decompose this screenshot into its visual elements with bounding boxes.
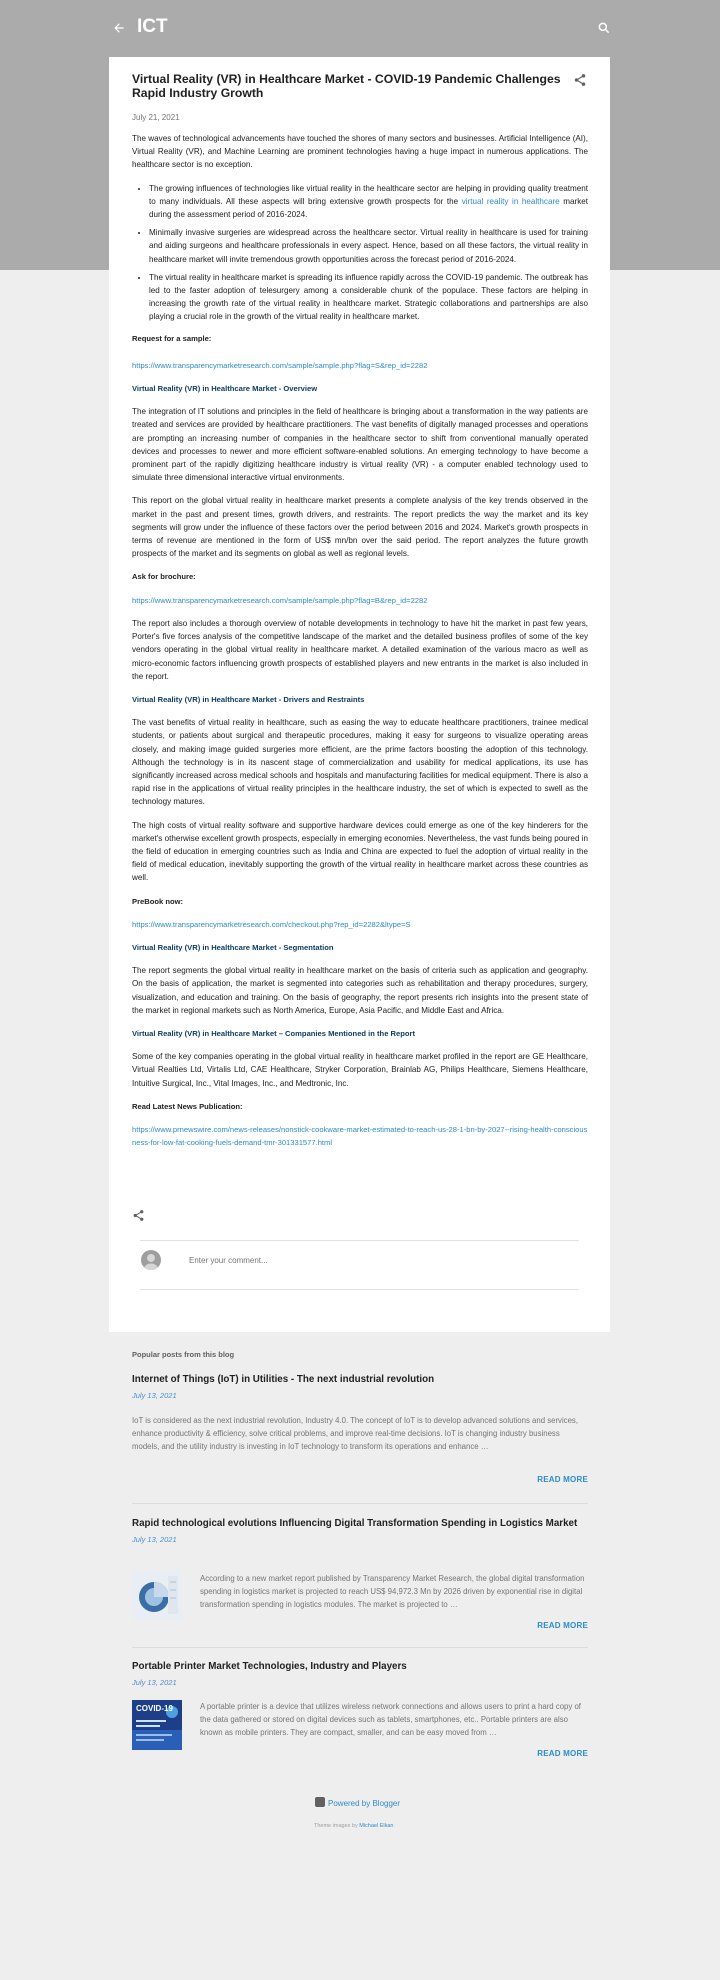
bullet-item: • The virtual reality in healthcare market is spreading its influence rapidly across the COVID-19 pandemic. The outbreak has led to the faster adoption of telesurgery among a considerable chunk of the populace. These factors are helping in increasing the growth rate of the virtual reality in healthcare market. Strategic collaborations and partnerships are also playing a crucial role in the growth of the virtual reality in healthcare market. bbox=[149, 271, 588, 324]
sample-link[interactable]: https://www.transparencymarketresearch.com/sample/sample.php?flag=S&rep_id=2282 bbox=[132, 360, 428, 370]
bullet-text: market during the assessment period of 2016-2024. bbox=[149, 196, 588, 220]
post-content bbox=[132, 72, 588, 1159]
popular-post-date[interactable]: July 13, 2021 bbox=[132, 1534, 177, 1544]
prebook-link[interactable]: https://www.transparencymarketresearch.com/checkout.php?rep_id=2282&ltype=S bbox=[132, 919, 411, 929]
popular-post-title[interactable]: Rapid technological evolutions Influencing Digital Transformation Spending in Logistics Market bbox=[132, 1518, 578, 1529]
popular-post-snippet: A portable printer is a device that utilizes wireless network connections and allows users to print a hard copy of the data gathered or stored on digital devices such as tablets, smartphones, etc.. Portable printers are also known as mobile printers. They are compact, smaller, and can be easy moved from … bbox=[200, 1702, 581, 1737]
read-more-button[interactable]: READ MORE bbox=[537, 1621, 588, 1630]
post-title: Virtual Reality (VR) in Healthcare Market - COVID-19 Pandemic Challenges Rapid Industry Growth bbox=[132, 72, 561, 100]
post-body bbox=[132, 132, 588, 1149]
divider bbox=[132, 1647, 588, 1648]
powered-by-text: Powered by Blogger bbox=[328, 1799, 401, 1808]
theme-credit-prefix: Theme images by bbox=[314, 1823, 360, 1829]
drivers-heading: Virtual Reality (VR) in Healthcare Market - Drivers and Restraints bbox=[132, 694, 365, 704]
popular-post bbox=[132, 1517, 588, 1647]
popular-post-date[interactable]: July 13, 2021 bbox=[132, 1677, 177, 1687]
sample-label: Request for a sample: bbox=[132, 333, 212, 343]
avatar bbox=[141, 1250, 161, 1270]
overview-heading: Virtual Reality (VR) in Healthcare Market - Overview bbox=[132, 384, 318, 394]
read-more-button[interactable]: READ MORE bbox=[537, 1475, 588, 1484]
comment-box[interactable] bbox=[141, 1248, 541, 1276]
bullet-text: The growing influences of technologies like virtual reality in the healthcare sector are helping in providing quality treatment to many individuals. All these aspects will bring extensive growth prospects for the bbox=[149, 183, 588, 206]
brochure-label: Ask for brochure: bbox=[132, 572, 196, 582]
developments-paragraph: The report also includes a thorough overview of notable developments in technology to have hit the market in past few years, Porter's five forces analysis of the competitive landscape of the market and the detailed business profiles of some of the key vendors operating in the global virtual reality in healthcare market. A detailed examination of the various macro as well as micro-economic factors influencing growth prospects of established players and new entrants in the market is also included in the report. bbox=[132, 618, 588, 681]
news-label: Read Latest News Publication: bbox=[132, 1101, 243, 1111]
post-thumbnail[interactable] bbox=[132, 1700, 182, 1750]
overview-paragraph: The integration of IT solutions and principles in the field of healthcare is bringing about a transformation in the way patients are treated and services are provided by healthcare practitioners. The vast benefits of digitally managed processes and operations are prompting an increasing number of companies in the healthcare sector to shift from conventional manually operated devices and processes to newer and more efficient software-enabled solutions. An emerging technology to have become a prominent part of the rapidly digitizing healthcare industry is virtual reality (VR) - a computer enabled technology used to simulate three dimensional interactive virtual environments. bbox=[132, 407, 588, 483]
post-thumbnail[interactable] bbox=[132, 1570, 182, 1620]
popular-post-date[interactable]: July 13, 2021 bbox=[132, 1390, 177, 1400]
popular-posts bbox=[132, 1350, 588, 1790]
divider bbox=[140, 1240, 579, 1241]
vr-healthcare-link[interactable]: virtual reality in healthcare bbox=[461, 196, 560, 206]
bullet-item: • Minimally invasive surgeries are widespread across the healthcare sector. Virtual reality in healthcare is used for training and aiding surgeons and healthcare professionals in every aspect. Hence, based on all these factors, the virtual reality in healthcare market will invite tremendous growth opportunities across the forecast period of 2016-2024. bbox=[149, 226, 588, 266]
popular-post bbox=[132, 1373, 588, 1503]
thumbnail-label: COVID-19 bbox=[136, 1704, 173, 1713]
bullet-list bbox=[132, 182, 588, 324]
popular-post-snippet: IoT is considered as the next industrial revolution, Industry 4.0. The concept of IoT is to develop advanced solutions and services, enhance productivity & efficiency, solve critical problems, and improve real-time decisions. IoT is changing industry business models, and the utility industry is investing in IoT technology to transform its operations and enhance … bbox=[132, 1415, 578, 1451]
drivers-paragraph: The vast benefits of virtual reality in healthcare, such as easing the way to educate healthcare practitioners, trainee medical students, or patients about surgical and therapeutic procedures, making it easy for surgeons to visualize operating areas closely, and making image guided surgeries more efficient, are the prime factors boosting the adoption of this technology. Although the technology is in its nascent stage of commercialization and usability for medical applications, its use has significantly increased across medical schools and hospitals and manufacturing facilities for medical equipment. There is also a rapid rise in the applications of virtual reality principles in the healthcare industry, the set of which is expected to swell as the technology matures. bbox=[132, 718, 588, 807]
brochure-link[interactable]: https://www.transparencymarketresearch.com/sample/sample.php?flag=B&rep_id=2282 bbox=[132, 595, 428, 605]
popular-post-title[interactable]: Portable Printer Market Technologies, Industry and Players bbox=[132, 1661, 407, 1672]
blog-title[interactable]: ICT bbox=[137, 16, 168, 37]
popular-post-title[interactable]: Internet of Things (IoT) in Utilities - The next industrial revolution bbox=[132, 1374, 435, 1385]
share-icon[interactable] bbox=[132, 1209, 146, 1223]
bullet-item bbox=[149, 182, 588, 222]
prebook-label: PreBook now: bbox=[132, 896, 184, 906]
popular-heading: Popular posts from this blog bbox=[132, 1350, 235, 1359]
search-icon[interactable] bbox=[594, 18, 614, 38]
post-card bbox=[109, 57, 610, 1332]
post-date[interactable]: July 21, 2021 bbox=[132, 113, 180, 122]
powered-by-link[interactable] bbox=[315, 1797, 400, 1808]
segmentation-paragraph: The report segments the global virtual reality in healthcare market on the basis of criteria such as application and geography. On the basis of application, the market is segmented into categories such as rehabilitation and therapy procedures, surgery, visualization, and education and training. On the basis of geography, the report presents rich insights into the present state of the market in regional markets such as North America, Europe, Asia Pacific, and Middle East and Africa. bbox=[132, 966, 588, 1015]
news-link[interactable]: https://www.prnewswire.com/news-releases/nonstick-cookware-market-estimated-to-reach-us-28-1-bn-by-2027--rising-health-consciousness-for-low-fat-cooking-fuels-demand-tmr-301331577.html bbox=[132, 1124, 588, 1148]
blogger-icon bbox=[315, 1797, 325, 1807]
popular-post bbox=[132, 1660, 588, 1790]
segmentation-heading: Virtual Reality (VR) in Healthcare Market - Segmentation bbox=[132, 942, 334, 952]
comment-input[interactable]: Enter your comment... bbox=[189, 1256, 268, 1265]
app-bar bbox=[0, 0, 720, 56]
theme-credit bbox=[314, 1823, 394, 1829]
arrow-left-icon[interactable] bbox=[108, 17, 130, 39]
companies-heading: Virtual Reality (VR) in Healthcare Market – Companies Mentioned in the Report bbox=[132, 1028, 415, 1038]
theme-author-link[interactable]: Michael Elkan bbox=[359, 1823, 394, 1829]
companies-paragraph: Some of the key companies operating in the global virtual reality in healthcare market profiled in the report are GE Healthcare, Virtual Realties Ltd, Virtalis Ltd, CAE Healthcare, Stryker Corporation, Brainlab AG, Philips Healthcare, Siemens Healthcare, Intuitive Surgical, Inc., Vital Images, Inc., and Medtronic, Inc. bbox=[132, 1052, 588, 1088]
popular-post-snippet: According to a new market report published by Transparency Market Research, the global digital transformation spending in logistics market is projected to reach US$ 94,972.3 Mn by 2026 driven by exponential rise in digital transformation spending in logistics modules. The market is projected to … bbox=[200, 1574, 585, 1609]
read-more-button[interactable]: READ MORE bbox=[537, 1749, 588, 1758]
divider bbox=[132, 1503, 588, 1504]
report-paragraph: This report on the global virtual reality in healthcare market presents a complete analysis of the key trends observed in the market in the past and present times, growth drivers, and restraints. The report predicts the way the market and its key segments will grow under the influence of these factors over the period between 2016 and 2024. Market's growth prospects in terms of revenue are mentioned in the form of US$ mn/bn over the said period. The report analyzes the future growth prospects of the market and its segments on global as well as regional levels. bbox=[132, 496, 588, 559]
divider bbox=[140, 1289, 579, 1290]
intro-paragraph: The waves of technological advancements have touched the shores of many sectors and businesses. Artificial Intelligence (AI), Virtual Reality (VR), and Machine Learning are prominent technologies having a huge impact in numerous applications. The healthcare sector is no exception. bbox=[132, 134, 588, 170]
restraints-paragraph: The high costs of virtual reality software and supportive hardware devices could emerge as one of the key hinderers for the market's otherwise excellent growth prospects, especially in emerging economies. Nevertheless, the vast funds being poured in the field of education in emerging countries such as India and China are expected to fuel the adoption of virtual reality in the field of medical education, inevitably supporting the growth of the virtual reality in healthcare market across these countries as well. bbox=[132, 820, 588, 883]
